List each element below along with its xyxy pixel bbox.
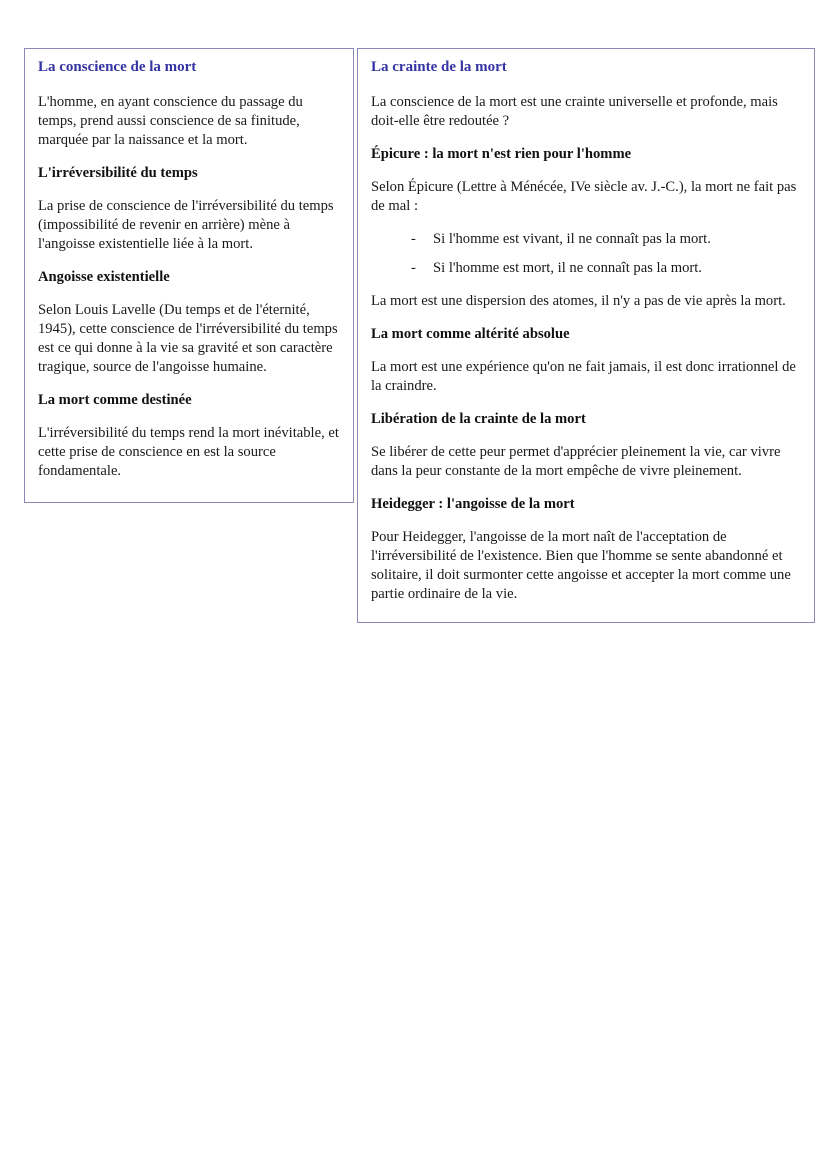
paragraph: Selon Épicure (Lettre à Ménécée, IVe siècle av. J.-C.), la mort ne fait pas de mal : [371,179,797,214]
right-card [357,48,815,623]
paragraph: Se libérer de cette peur permet d'apprécier pleinement la vie, car vivre dans la peur constante de la mort empêche de vivre pleinement. [371,444,781,479]
paragraph: L'irréversibilité du temps rend la mort inévitable, et cette prise de conscience en est la source fondamentale. [38,425,339,479]
paragraph: Pour Heidegger, l'angoisse de la mort naît de l'acceptation de l'irréversibilité de l'existence. Bien que l'homme se sente abandonné et solitaire, il doit surmonter cette angoisse et accepter la mort comme une partie ordinaire de la vie. [371,529,791,602]
card-title: La conscience de la mort [38,59,197,75]
dash-list [371,230,801,278]
list-item-text: Si l'homme est vivant, il ne connaît pas la mort. [433,231,711,247]
section-heading: Angoisse existentielle [38,269,170,285]
paragraph: Selon Louis Lavelle (Du temps et de l'éternité, 1945), cette conscience de l'irréversibilité du temps est ce qui donne à la vie sa gravité et son caractère tragique, source de l'angoisse humaine. [38,302,338,375]
paragraph: La mort est une expérience qu'on ne fait jamais, il est donc irrationnel de la craindre. [371,359,796,394]
paragraph: La mort est une dispersion des atomes, il n'y a pas de vie après la mort. [371,293,786,309]
paragraph: La conscience de la mort est une crainte universelle et profonde, mais doit-elle être redoutée ? [371,94,778,129]
section-heading: La mort comme destinée [38,392,192,408]
section-heading: Heidegger : l'angoisse de la mort [371,496,575,512]
list-item [411,230,801,249]
list-marker: - [411,231,416,247]
list-marker: - [411,260,416,276]
section-heading: La mort comme altérité absolue [371,326,570,342]
section-heading: Libération de la crainte de la mort [371,411,586,427]
left-card [24,48,354,503]
paragraph: La prise de conscience de l'irréversibilité du temps (impossibilité de revenir en arrière) mène à l'angoisse existentielle liée à la mort. [38,198,334,252]
section-heading: Épicure : la mort n'est rien pour l'homme [371,146,632,162]
list-item [411,259,801,278]
list-item-text: Si l'homme est mort, il ne connaît pas la mort. [433,260,702,276]
card-title: La crainte de la mort [371,59,507,75]
paragraph: L'homme, en ayant conscience du passage du temps, prend aussi conscience de sa finitude, marquée par la naissance et la mort. [38,94,303,148]
section-heading: L'irréversibilité du temps [38,165,198,181]
